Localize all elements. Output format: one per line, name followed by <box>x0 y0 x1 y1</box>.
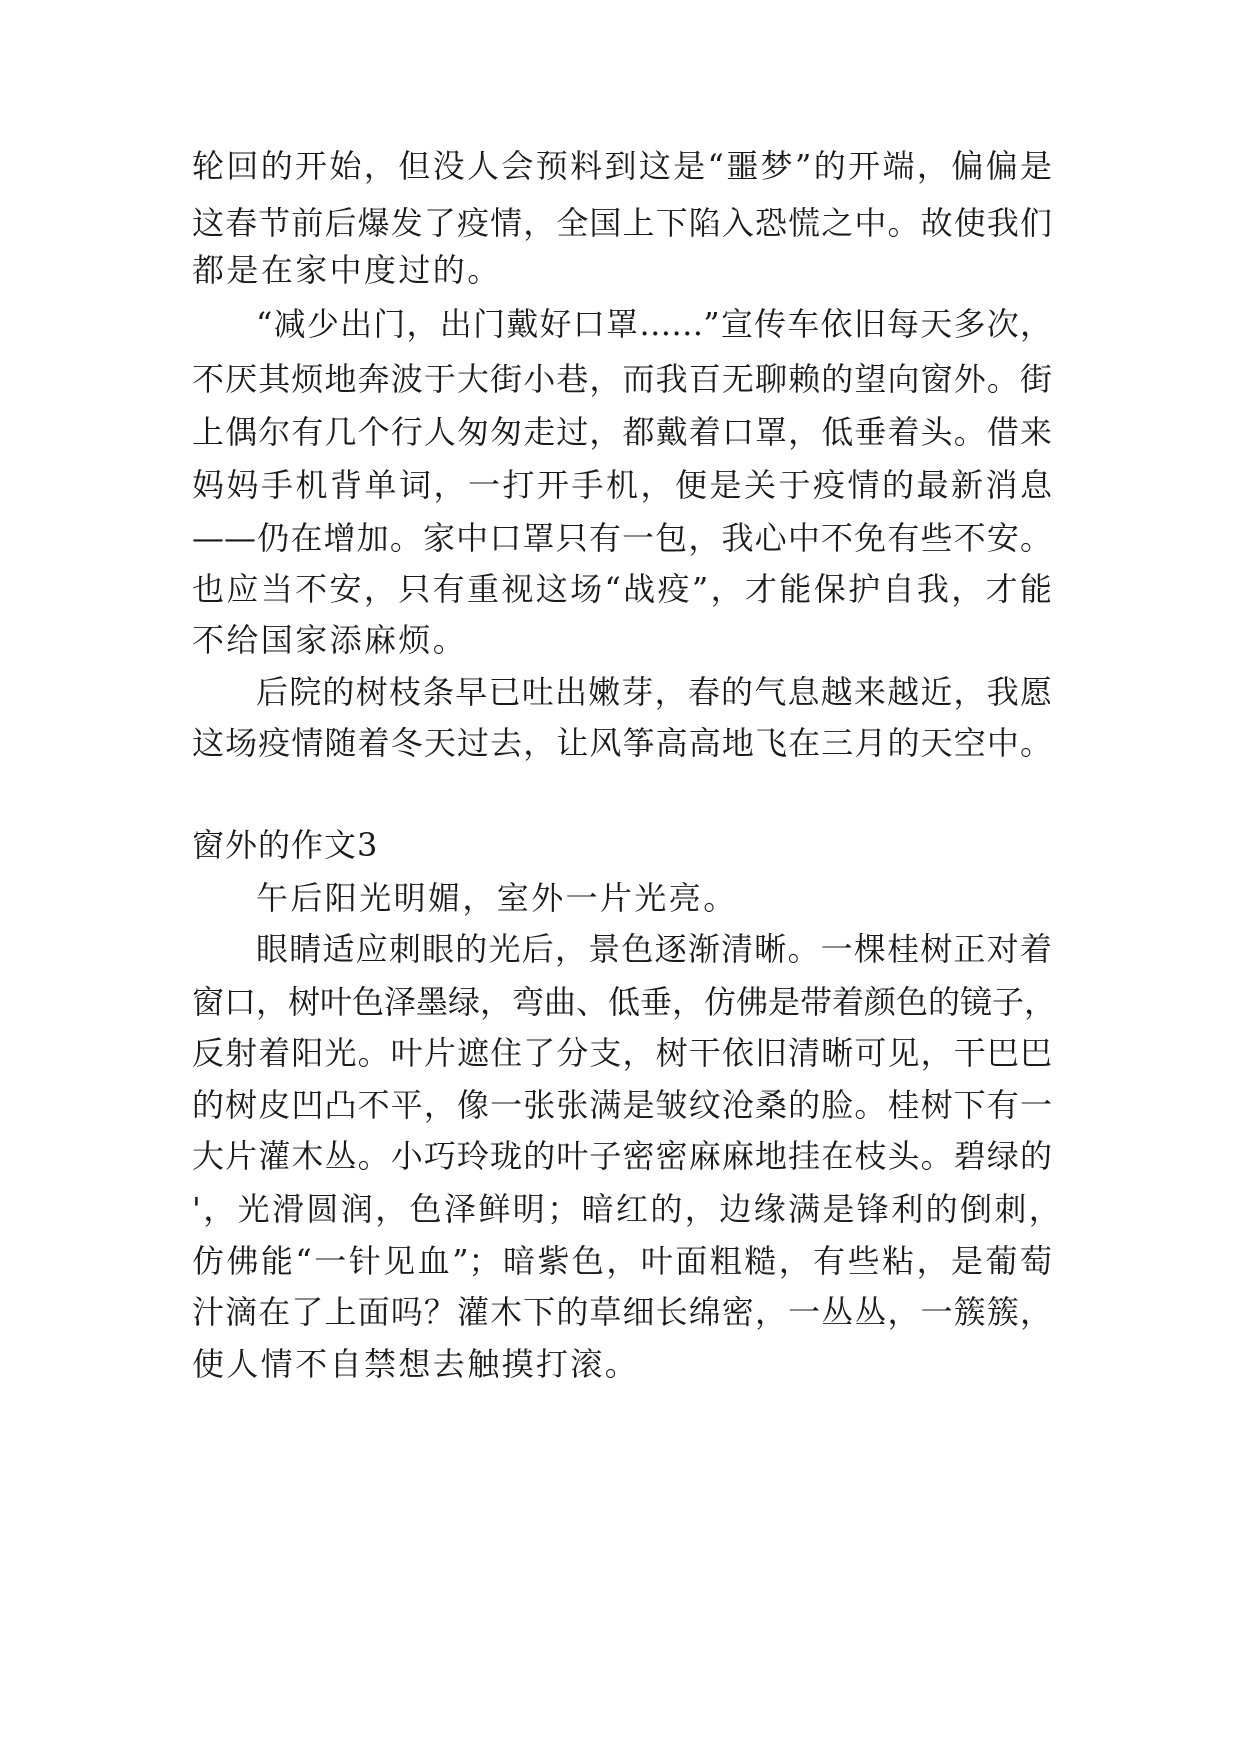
text-line: 仿佛能“一针见血”；暗紫色，叶面粗糙，有些粘，是葡萄 <box>192 1242 1052 1280</box>
text-line: 的树皮凹凸不平，像一张张满是皱纹沧桑的脸。桂树下有一 <box>192 1086 1052 1124</box>
text-line: 上偶尔有几个行人匆匆走过，都戴着口罩，低垂着头。借来 <box>192 413 1052 451</box>
text-line: 这场疫情随着冬天过去，让风筝高高地飞在三月的天空中。 <box>192 724 1052 762</box>
text-line: 轮回的开始，但没人会预料到这是“噩梦”的开端，偏偏是 <box>192 147 1052 185</box>
text-line: 眼睛适应刺眼的光后，景色逐渐清晰。一棵桂树正对着 <box>256 930 1052 968</box>
text-line: 午后阳光明媚，室外一片光亮。 <box>256 879 738 917</box>
text-line: 也应当不安，只有重视这场“战疫”，才能保护自我，才能 <box>192 570 1052 608</box>
text-line: “减少出门，出门戴好口罩……”宣传车依旧每天多次， <box>256 305 1052 343</box>
text-line: 反射着阳光。叶片遮住了分支，树干依旧清晰可见，干巴巴 <box>192 1034 1052 1072</box>
section-title: 窗外的作文3 <box>192 826 379 864</box>
text-line: 大片灌木丛。小巧玲珑的叶子密密麻麻地挂在枝头。碧绿的 <box>192 1137 1052 1175</box>
text-line: 窗口，树叶色泽墨绿，弯曲、低垂，仿佛是带着颜色的镜子， <box>192 983 1057 1021</box>
text-line: 使人情不自禁想去触摸打滚。 <box>192 1345 640 1383</box>
text-line: 汁滴在了上面吗？灌木下的草细长绵密，一丛丛，一簇簇， <box>192 1293 1052 1331</box>
text-line: '，光滑圆润，色泽鲜明；暗红的，边缘满是锋利的倒刺， <box>192 1190 1064 1228</box>
text-line: 妈妈手机背单词，一打开手机，便是关于疫情的最新消息 <box>192 466 1052 504</box>
text-line: 这春节前后爆发了疫情，全国上下陷入恐慌之中。故使我们 <box>192 204 1052 242</box>
text-line: 不给国家添麻烦。 <box>192 621 468 659</box>
text-line: ——仍在增加。家中口罩只有一包，我心中不免有些不安。 <box>192 519 1052 557</box>
text-line: 不厌其烦地奔波于大街小巷，而我百无聊赖的望向窗外。街 <box>192 360 1052 398</box>
text-line: 都是在家中度过的。 <box>192 251 502 289</box>
text-line: 后院的树枝条早已吐出嫩芽，春的气息越来越近，我愿 <box>256 673 1052 711</box>
